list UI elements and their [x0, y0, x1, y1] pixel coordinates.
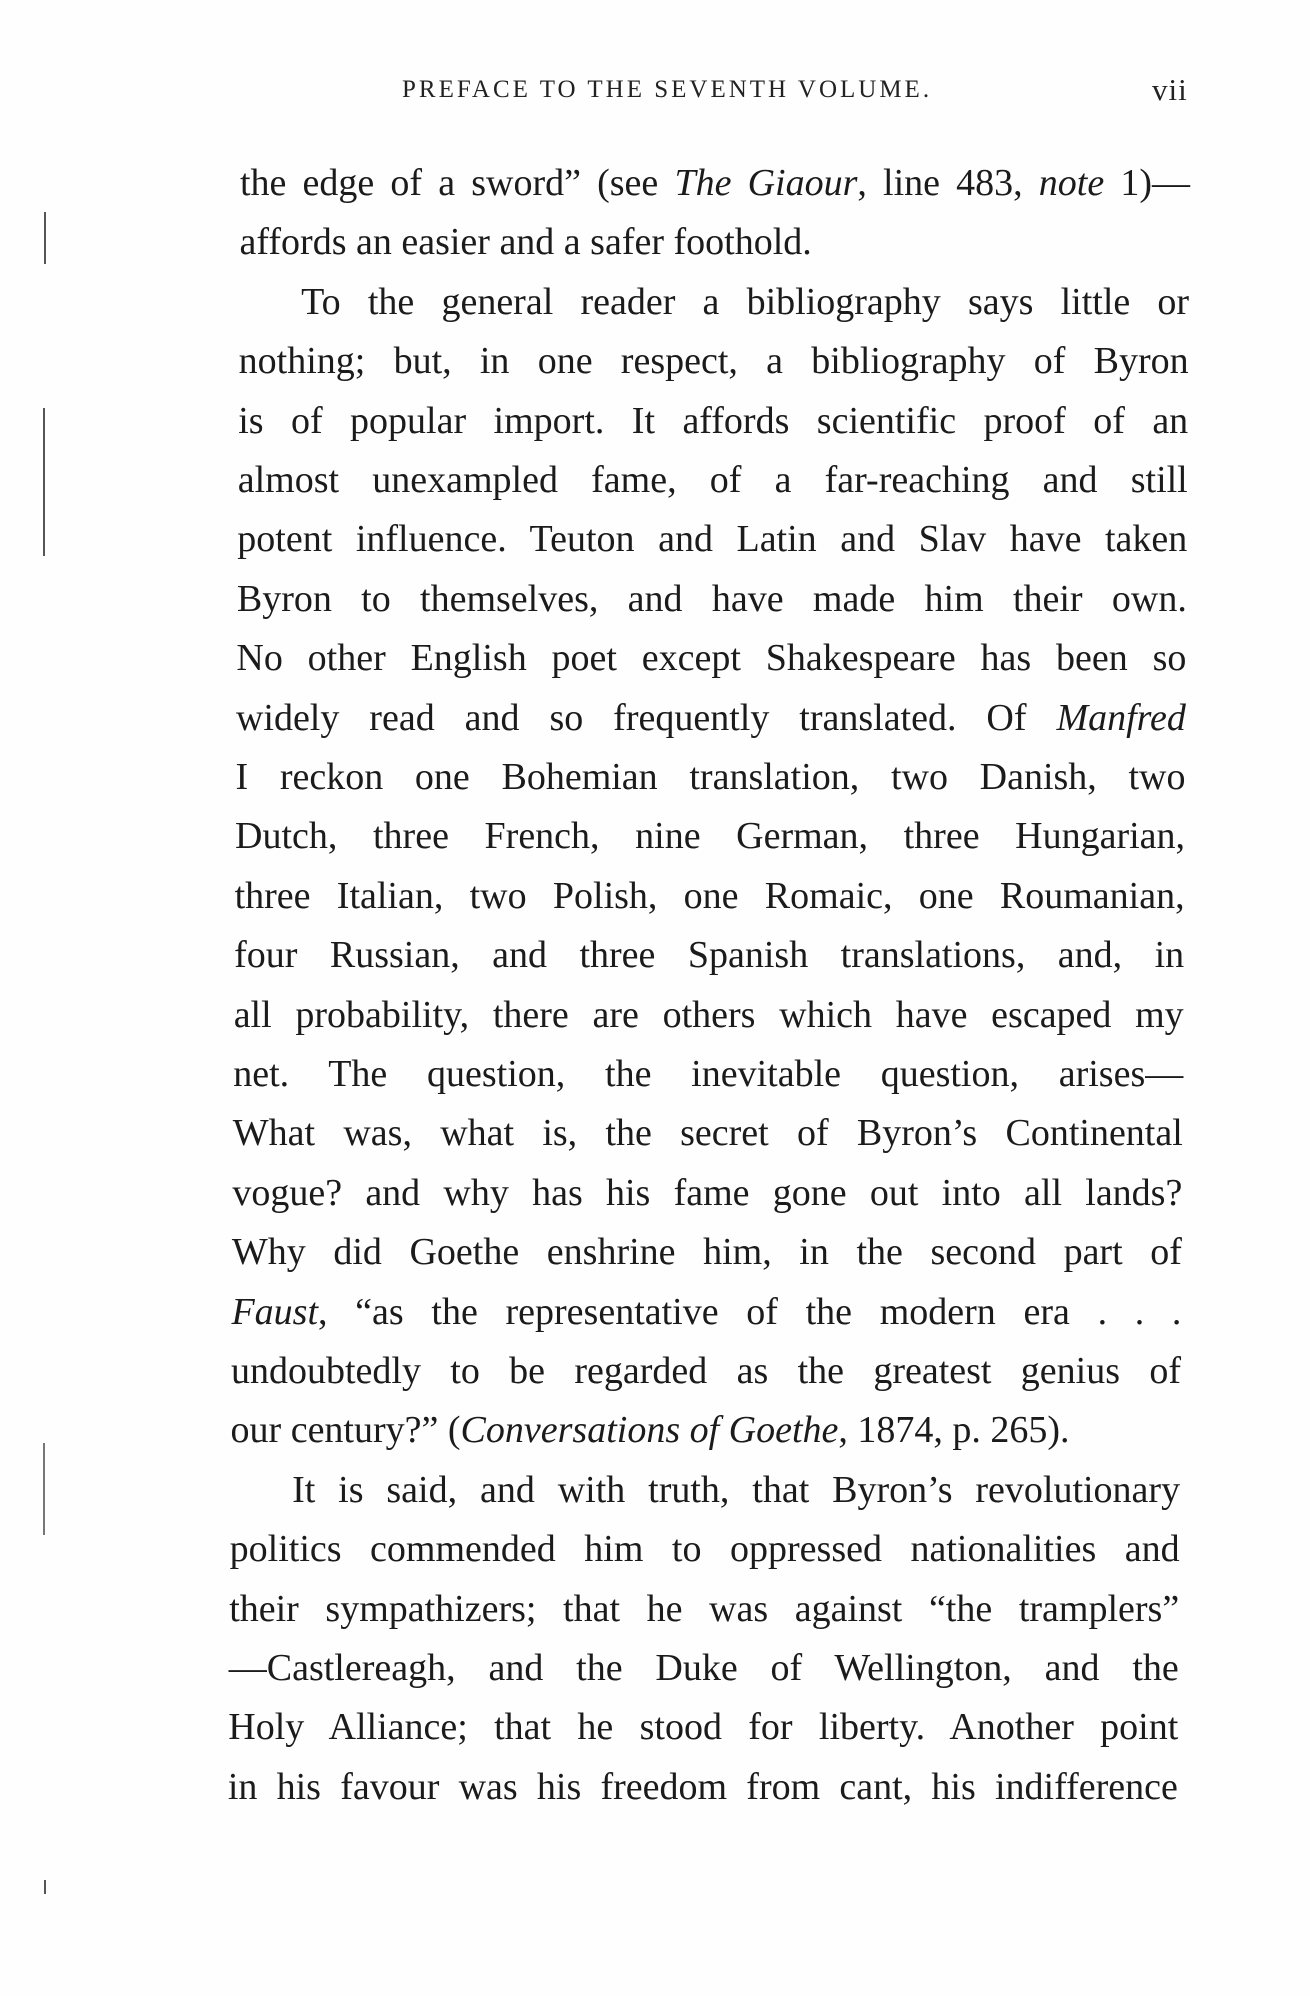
text-line	[292, 1467, 1180, 1513]
text-line	[235, 873, 1185, 919]
text-segment: It is said, and with truth, that Byron’s revolutionary	[292, 1468, 1181, 1511]
margin-mark	[43, 1443, 45, 1535]
text-line	[238, 398, 1188, 444]
text-line	[239, 338, 1189, 384]
text-segment: What was, what is, the secret of Byron’s Continental	[232, 1112, 1183, 1155]
text-segment: To the general reader a bibliography says little or	[301, 280, 1190, 323]
text-line	[228, 1764, 1178, 1810]
text-segment: almost unexampled fame, of a far-reaching and still	[237, 459, 1188, 501]
text-segment: Dutch, three French, nine German, three Hungarian,	[235, 815, 1186, 858]
text-line	[232, 1170, 1182, 1216]
text-segment: affords an easier and a safer foothold.	[239, 221, 812, 264]
text-segment: Holy Alliance; that he stood for liberty. Another point	[228, 1706, 1179, 1749]
text-segment: vogue? and why has his fame gone out into all lands?	[232, 1171, 1183, 1214]
text-segment: , 1874, p. 265).	[838, 1409, 1070, 1452]
text-line	[301, 279, 1189, 325]
italic-text: The Giaour	[674, 162, 858, 204]
text-segment: nothing; but, in one respect, a bibliography of Byron	[238, 340, 1189, 383]
text-segment: four Russian, and three Spanish translations, and, in	[234, 934, 1185, 977]
text-line	[240, 160, 1190, 206]
italic-text: note	[1038, 162, 1105, 204]
text-segment: our century?” (	[230, 1409, 461, 1452]
italic-text: Faust	[231, 1290, 318, 1333]
text-segment: 1)—	[1104, 162, 1191, 204]
text-segment: politics commended him to oppressed nationalities and	[229, 1528, 1180, 1571]
margin-mark	[44, 1880, 46, 1894]
text-line	[229, 1586, 1179, 1632]
text-segment: undoubtedly to be regarded as the greatest genius of	[231, 1350, 1181, 1392]
text-segment: all probability, there are others which have escaped my	[233, 993, 1184, 1036]
text-segment: , “as the representative of the modern era . . .	[318, 1290, 1182, 1333]
text-line	[231, 1348, 1181, 1394]
text-line	[232, 1229, 1182, 1275]
text-segment: , line 483,	[857, 162, 1039, 204]
text-segment: is of popular import. It affords scientific proof of an	[238, 399, 1189, 442]
text-line	[230, 1526, 1180, 1572]
text-line	[236, 695, 1186, 741]
text-segment: their sympathizers; that he was against “the tramplers”	[229, 1587, 1180, 1630]
text-segment: three Italian, two Polish, one Romaic, one Roumanian,	[234, 874, 1185, 917]
text-segment: I reckon one Bohemian translation, two Danish, two	[235, 756, 1186, 798]
italic-text: Manfred	[1056, 696, 1186, 739]
text-line	[231, 1289, 1181, 1335]
text-segment: widely read and so frequently translated. Of	[235, 696, 1057, 739]
text-segment: No other English poet except Shakespeare has been so	[236, 637, 1187, 680]
text-segment: —Castlereagh, and the Duke of Wellington, and the	[228, 1647, 1179, 1689]
page-number: vii	[1152, 72, 1188, 107]
text-line	[233, 1110, 1183, 1156]
text-line	[234, 992, 1184, 1038]
italic-text: Conversations of Goethe	[460, 1409, 839, 1452]
text-segment: Why did Goethe enshrine him, in the second part of	[231, 1231, 1182, 1274]
text-line	[234, 932, 1184, 978]
text-line	[228, 1704, 1178, 1750]
running-head: PREFACE TO THE SEVENTH VOLUME.	[402, 76, 933, 103]
text-segment: potent influence. Teuton and Latin and Slav have taken	[237, 518, 1188, 561]
text-line	[237, 576, 1187, 622]
text-segment: the edge of a sword” (see	[240, 162, 675, 204]
text-line	[231, 1407, 1181, 1453]
text-line	[235, 813, 1185, 859]
text-segment: in his favour was his freedom from cant, his indifference	[227, 1765, 1178, 1808]
text-segment: net. The question, the inevitable question, arises—	[233, 1053, 1184, 1095]
text-line	[236, 754, 1186, 800]
text-line	[240, 219, 1190, 265]
text-line	[229, 1645, 1179, 1691]
margin-mark	[44, 212, 46, 264]
text-line	[238, 457, 1188, 503]
text-line	[237, 516, 1187, 562]
text-segment: Byron to themselves, and have made him their own.	[236, 577, 1187, 620]
margin-mark	[43, 408, 45, 556]
text-line	[236, 635, 1186, 681]
text-line	[233, 1051, 1183, 1097]
